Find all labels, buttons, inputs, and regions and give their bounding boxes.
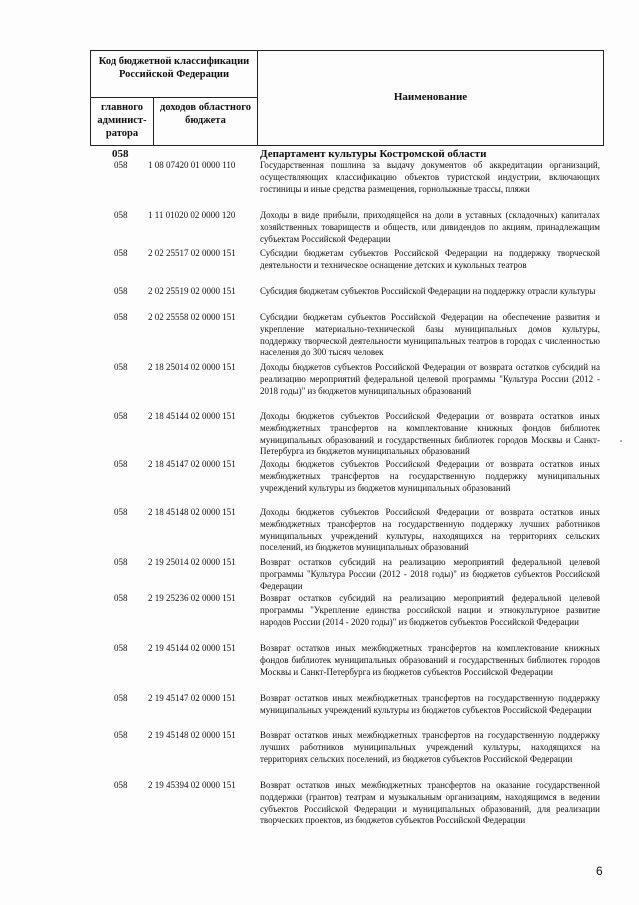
row-description: Возврат остатков субсидий на реализацию мероприятий федеральной целевой программы "Укрепление единства российской нации и этнокультурное развитие народов России (2014 - 2020 годы)" из бюджетов субъектов Российской Федерации	[260, 593, 600, 627]
row-description: Возврат остатков иных межбюджетных трансфертов на государственную поддержку лучших работников муниципальных учреждений культуры, находящихся на территориях сельских поселений, из бюджетов субъектов Российской Федерации	[260, 730, 600, 764]
table-row	[108, 593, 608, 643]
row-budget-code: 2 02 25558 02 0000 151	[148, 312, 236, 322]
row-admin-code: 058	[114, 459, 128, 469]
table-row	[108, 286, 608, 312]
row-budget-code: 1 11 01020 02 0000 120	[148, 210, 236, 220]
row-budget-code: 2 19 45394 02 0000 151	[148, 780, 236, 790]
row-budget-code: 2 19 45147 02 0000 151	[148, 693, 236, 703]
row-description: Субсидия бюджетам субъектов Российской Федерации на поддержку отрасли культуры	[260, 286, 596, 296]
row-budget-code: 2 18 45144 02 0000 151	[148, 411, 236, 421]
table-header	[90, 50, 604, 146]
row-admin-code: 058	[114, 286, 128, 296]
row-admin-code: 058	[114, 507, 128, 517]
row-budget-code: 2 18 45148 02 0000 151	[148, 507, 236, 517]
row-description: Возврат остатков иных межбюджетных трансфертов на государственную поддержку муниципальных учреждений культуры из бюджетов субъектов Российской Федерации	[260, 693, 600, 715]
table-row	[108, 210, 608, 248]
row-budget-code: 2 19 25236 02 0000 151	[148, 593, 236, 603]
department-row	[108, 147, 608, 161]
row-description: Государственная пошлина за выдачу документов об аккредитации организаций, осуществляющих классификацию объектов туристской индустрии, включающих гостиницы и иные средства размещения, горнолыжные трассы, пляжи	[260, 160, 600, 194]
row-description: Доходы бюджетов субъектов Российской Федерации от возврата остатков иных межбюджетных трансфертов на государственную поддержку лучших работников муниципальных учреждений культуры, находящихся на территориях сельских поселений, из бюджетов муниципальных образований	[260, 507, 600, 553]
row-admin-code: 058	[114, 780, 128, 790]
table-row	[108, 643, 608, 693]
page-number: 6	[596, 864, 603, 878]
row-budget-code: 2 02 25519 02 0000 151	[148, 286, 236, 296]
row-budget-code: 2 19 45148 02 0000 151	[148, 730, 236, 740]
table-row	[108, 411, 608, 459]
table-row	[108, 557, 608, 593]
row-description: Субсидии бюджетам субъектов Российской Федерации на обеспечение развития и укрепление материально-технической базы муниципальных домов культуры, поддержку творческой деятельности муниципальных театров в городах с численностью населения до 300 тысяч человек	[260, 312, 600, 358]
row-description: Доходы бюджетов субъектов Российской Федерации от возврата остатков иных межбюджетных трансфертов на комплектование книжных фондов библиотек муниципальных образований и государственных библиотек городов Москвы и Санкт-Петербурга из бюджетов муниципальных образований	[260, 411, 600, 457]
row-admin-code: 058	[114, 593, 128, 603]
department-code: 058	[112, 148, 129, 160]
row-budget-code: 2 19 45144 02 0000 151	[148, 643, 236, 653]
table-row	[108, 780, 608, 844]
header-divider	[91, 97, 257, 98]
table-row	[108, 693, 608, 730]
table-row	[108, 248, 608, 286]
row-admin-code: 058	[114, 312, 128, 322]
row-budget-code: 2 19 25014 02 0000 151	[148, 557, 236, 567]
row-admin-code: 058	[114, 693, 128, 703]
header-col-admin: главного админист- ратора	[97, 102, 147, 139]
row-admin-code: 058	[114, 248, 128, 258]
row-budget-code: 2 02 25517 02 0000 151	[148, 248, 236, 258]
row-admin-code: 058	[114, 643, 128, 653]
table-row	[108, 507, 608, 557]
row-admin-code: 058	[114, 160, 128, 170]
row-description: Возврат остатков иных межбюджетных трансфертов на комплектование книжных фондов библиотек муниципальных образований и государственных библиотек городов Москвы и Санкт-Петербурга из бюджетов субъектов Российской Федерации	[260, 643, 600, 677]
row-description: Доходы в виде прибыли, приходящейся на доли в уставных (складочных) капиталах хозяйственных товариществ и обществ, или дивидендов по акциям, принадлежащим субъектам Российской Федерации	[260, 210, 600, 244]
department-name: Департамент культуры Костромской области	[260, 148, 487, 160]
table-row	[108, 362, 608, 411]
row-admin-code: 058	[114, 362, 128, 372]
row-admin-code: 058	[114, 411, 128, 421]
row-admin-code: 058	[114, 730, 128, 740]
row-admin-code: 058	[114, 210, 128, 220]
row-budget-code: 1 08 07420 01 0000 110	[148, 160, 236, 170]
table-row	[108, 312, 608, 362]
row-description: Субсидии бюджетам субъектов Российской Федерации на поддержку творческой деятельности и техническое оснащение детских и кукольных театров	[260, 248, 600, 270]
row-description: Доходы бюджетов субъектов Российской Федерации от возврата остатков субсидий на реализацию мероприятий федеральной целевой программы "Культура России (2012 - 2018 годы)" из бюджетов муниципальных образований	[260, 362, 600, 396]
table-row	[108, 730, 608, 780]
scan-speck	[620, 440, 622, 442]
scan-speck	[552, 170, 553, 171]
table-row	[108, 459, 608, 507]
table-row	[108, 160, 608, 210]
row-description: Доходы бюджетов субъектов Российской Федерации от возврата остатков иных межбюджетных трансфертов на государственную поддержку муниципальных учреждений культуры из бюджетов муниципальных образований	[260, 459, 600, 493]
header-col-name: Наименование	[393, 91, 468, 103]
row-description: Возврат остатков субсидий на реализацию мероприятий федеральной целевой программы "Культура России (2012 - 2018 годы)" из бюджетов субъектов Российской Федерации	[260, 557, 600, 591]
row-description: Возврат остатков иных межбюджетных трансфертов на оказание государственной поддержки (грантов) театрам и музыкальным организациям, находящимся в ведении субъектов Российской Федерации и муниципальных образований, для реализации творческих проектов, из бюджетов субъектов Российской Федерации	[260, 780, 600, 826]
header-col-income: доходов областного бюджета	[160, 102, 251, 126]
table-body	[108, 160, 608, 844]
header-code-title: Код бюджетной классификации Российской Федерации	[98, 56, 250, 80]
row-budget-code: 2 18 45147 02 0000 151	[148, 459, 236, 469]
row-admin-code: 058	[114, 557, 128, 567]
row-budget-code: 2 18 25014 02 0000 151	[148, 362, 236, 372]
